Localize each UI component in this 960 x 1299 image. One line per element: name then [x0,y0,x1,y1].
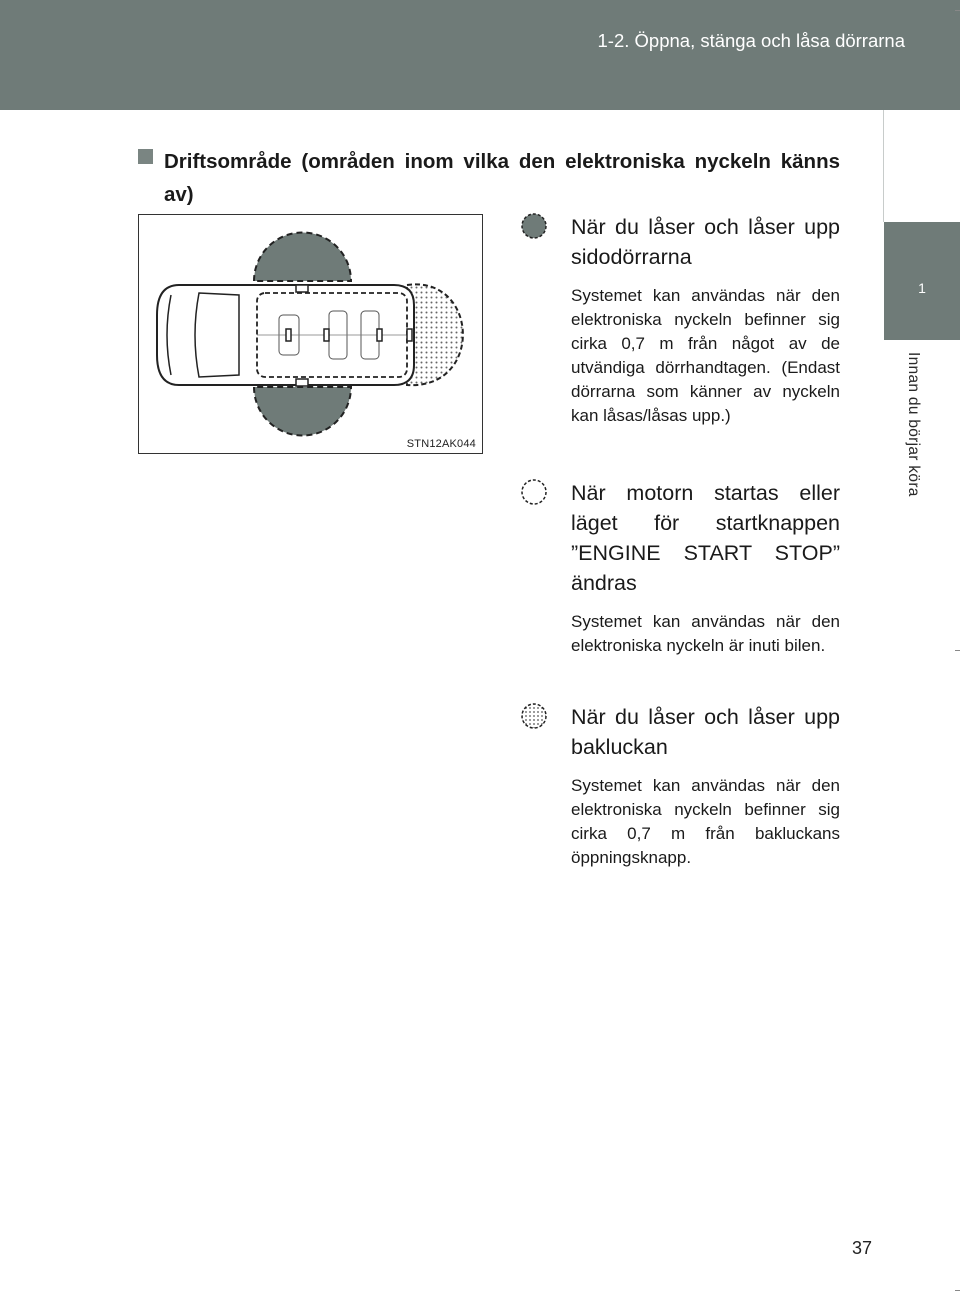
detection-area-figure [138,214,483,454]
right-door-zone-shape [254,387,351,436]
dark-zone-icon [520,212,548,240]
heading-text: Driftsområde (områden inom vilka den elektroniska nyckeln känns av) [164,150,840,206]
rear-zone-shape [407,284,463,385]
crop-mark [955,10,960,11]
page-header [0,0,960,110]
list-item [520,212,840,428]
item-title: När motorn startas eller läget för startknappen ”ENGINE START STOP” ändras [571,481,840,595]
item-description: Systemet kan användas när den elektroniska nyckeln befinner sig cirka 0,7 m från något av de utvändiga dörrhandtagen. (Endast dörrarna som känner av nyckeln kan låsas/låsas upp.) [571,286,840,425]
section-heading [138,145,840,211]
crop-mark [955,1290,960,1291]
chapter-tab [884,222,960,340]
chapter-title: Innan du börjar köra [905,352,922,497]
dotted-zone-icon [520,702,548,730]
crop-mark [955,650,960,651]
section-title: 1-2. Öppna, stänga och låsa dörrarna [597,30,905,51]
item-title: När du låser och låser upp bakluckan [571,705,840,759]
item-description: Systemet kan användas när den elektroniska nyckeln befinner sig cirka 0,7 m från bakluckans öppningsknapp. [571,776,840,867]
list-item [520,702,840,870]
chapter-number: 1 [918,280,926,296]
item-description: Systemet kan användas när den elektroniska nyckeln är inuti bilen. [571,612,840,655]
heading-bullet-icon [138,149,153,164]
item-title: När du låser och låser upp sidodörrarna [571,215,840,269]
list-item [520,478,840,658]
car-top-view-illustration [139,215,482,453]
figure-code: STN12AK044 [406,438,476,450]
page-number: 37 [852,1238,873,1258]
edge-divider [883,110,884,222]
left-door-zone-shape [254,232,351,281]
interior-zone-icon [520,478,548,506]
